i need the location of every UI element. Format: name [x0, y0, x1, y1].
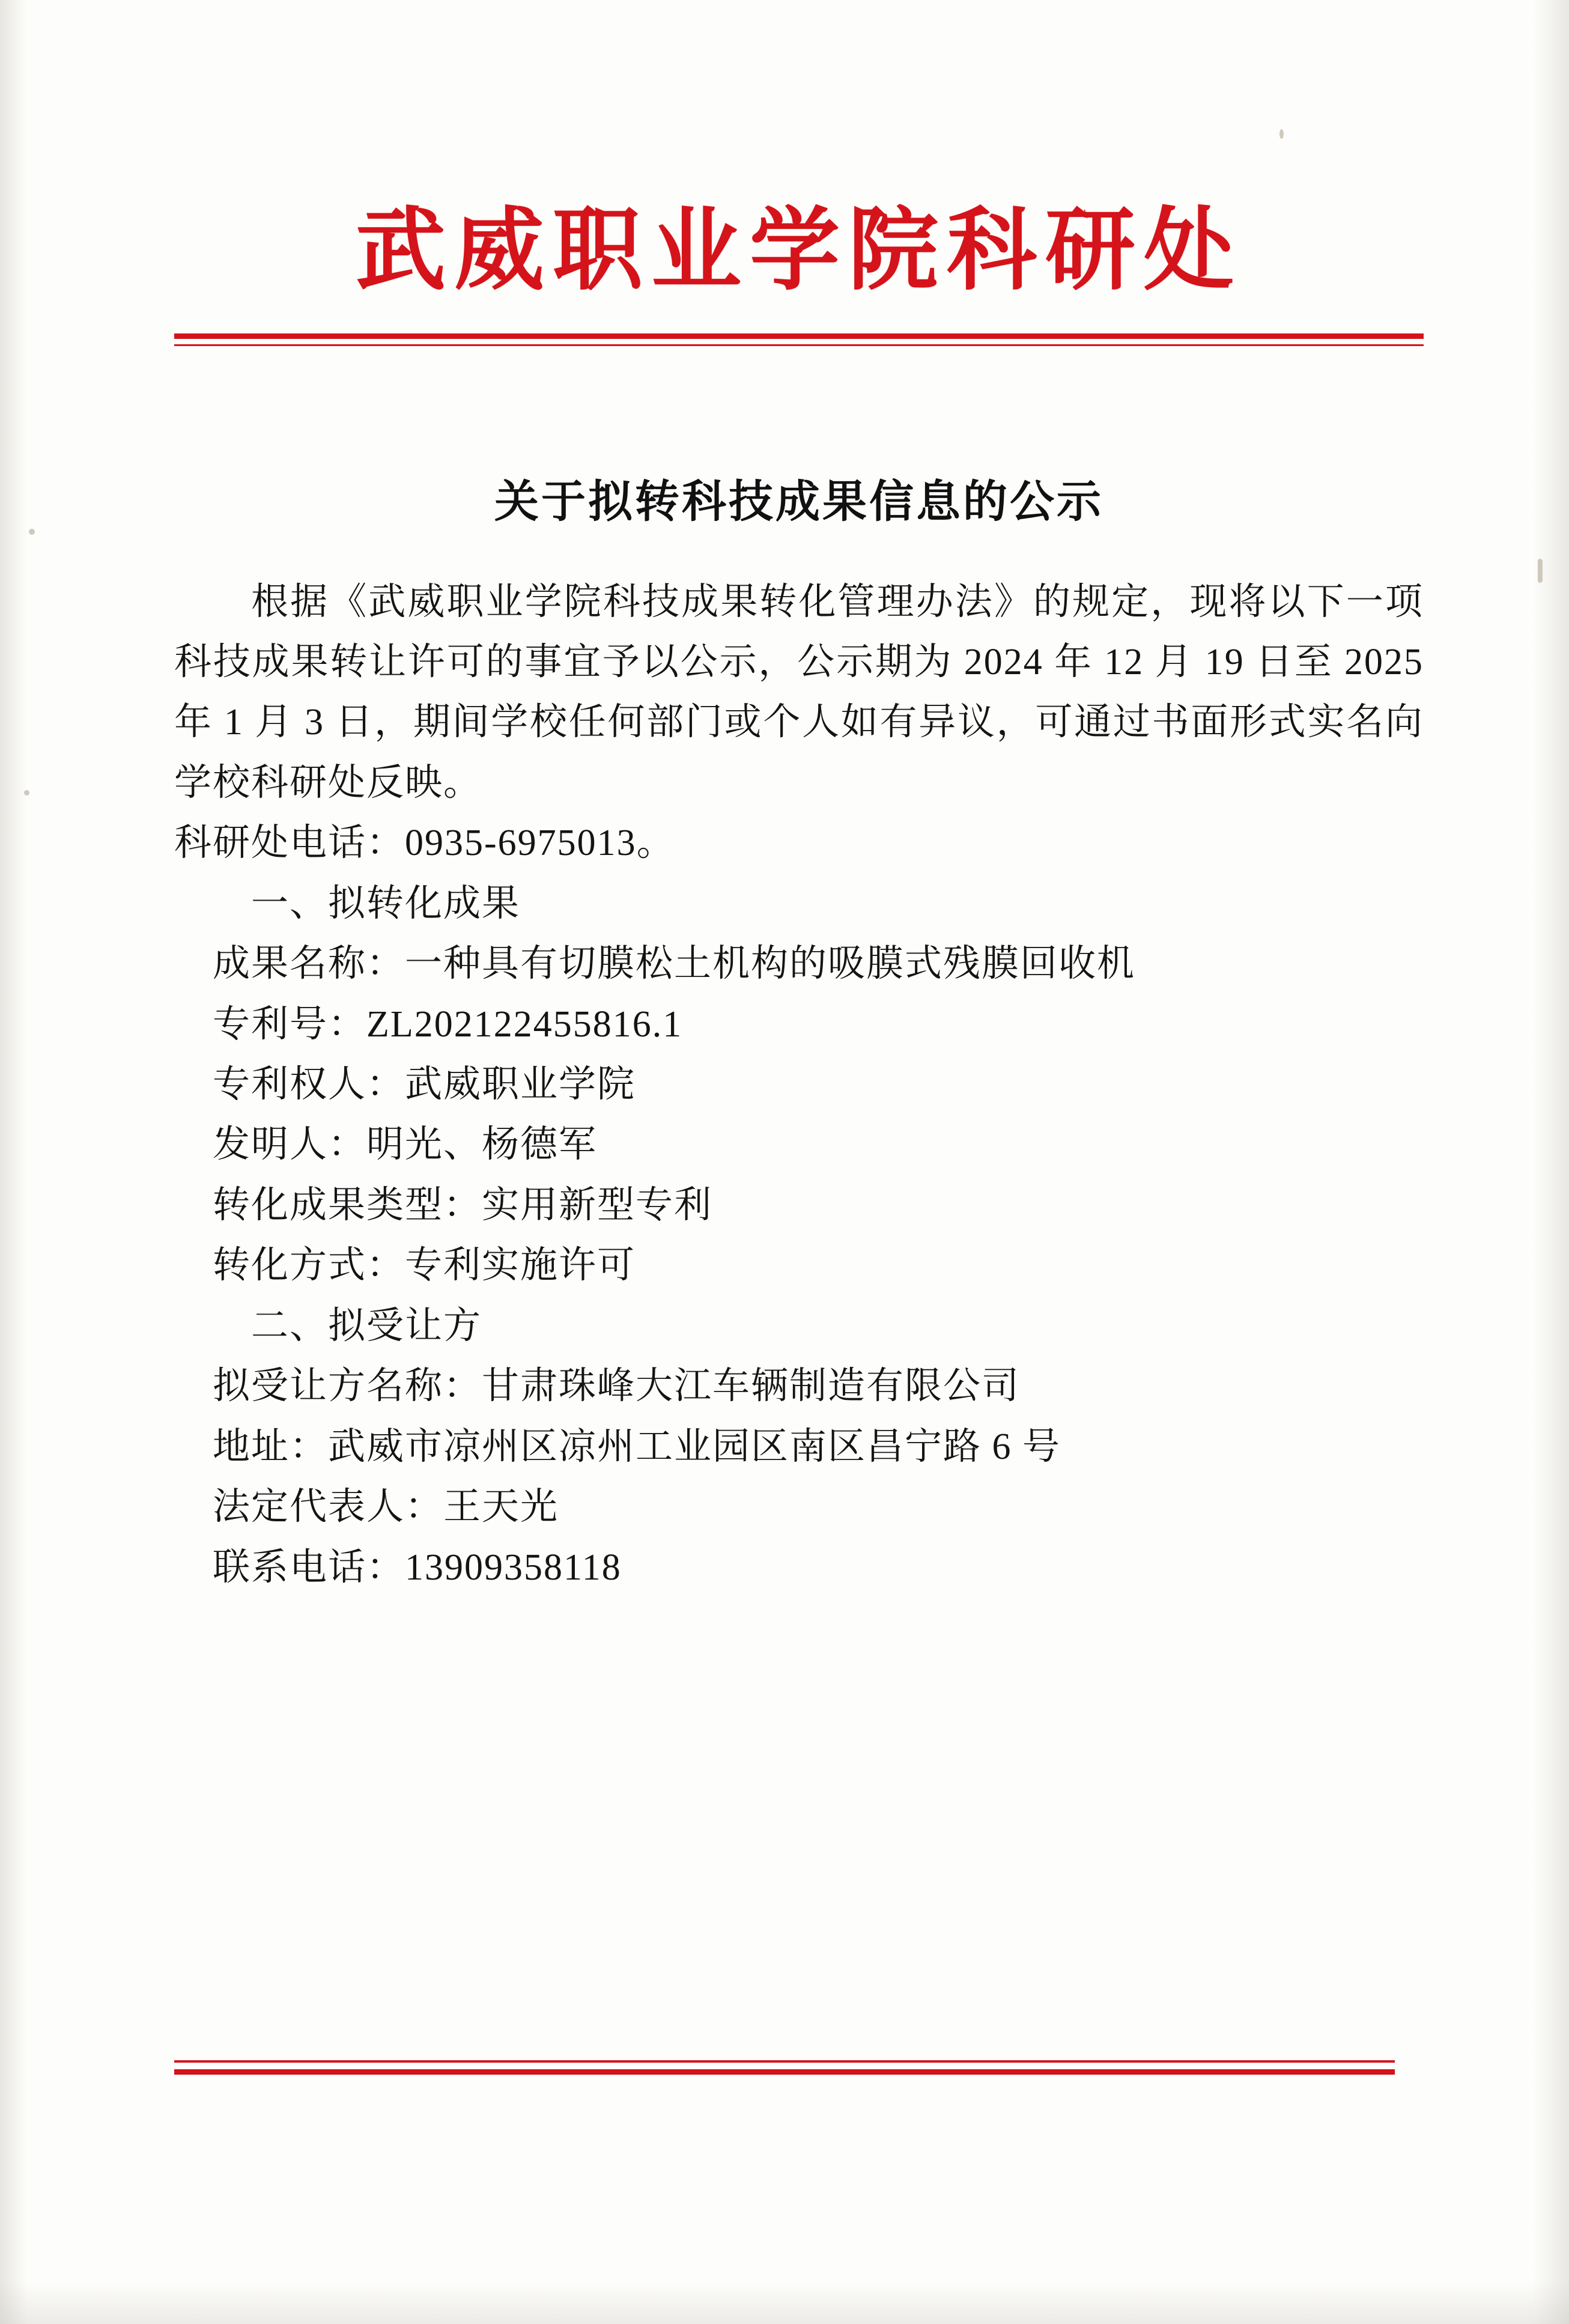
- document-content: [174, 198, 1424, 1598]
- scan-speck: [1279, 129, 1284, 139]
- field-label: 专利号：: [213, 1003, 367, 1045]
- field-label: 转化方式：: [213, 1245, 405, 1286]
- scan-shadow-bottom: [0, 2282, 1569, 2324]
- page-title: 关于拟转科技成果信息的公示: [494, 475, 1103, 528]
- field-label: 转化成果类型：: [213, 1184, 482, 1226]
- footer-rule-thin: [174, 2060, 1395, 2063]
- field-value: 一种具有切膜松土机构的吸膜式残膜回收机: [405, 943, 1136, 985]
- field-value: 武威职业学院: [405, 1064, 636, 1105]
- scan-shadow-left: [0, 0, 28, 2324]
- scan-speck: [29, 529, 35, 535]
- field-row: [174, 994, 1424, 1054]
- footer-rules: [174, 2060, 1395, 2075]
- letterhead-rule-thick: [174, 333, 1424, 339]
- field-label: 发明人：: [213, 1124, 367, 1166]
- contact-line: 科研处电话：0935-6975013。: [174, 823, 675, 864]
- field-label: 专利权人：: [213, 1064, 405, 1105]
- field-row: [174, 1115, 1424, 1175]
- letterhead-rule-thin: [174, 344, 1424, 346]
- intro-paragraph: 根据《武威职业学院科技成果转化管理办法》的规定，现将以下一项科技成果转让许可的事宜予以公示，公示期为 2024 年 12 月 19 日至 2025 年 1 月 3 日，期间学校任何部门或个人如有异议，可通过书面形式实名向学校科研处反映。: [174, 581, 1424, 803]
- scan-shadow-right: [1533, 0, 1569, 2324]
- field-value: 甘肃珠峰大江车辆制造有限公司: [482, 1366, 1021, 1407]
- field-row: [174, 934, 1424, 994]
- field-row: [174, 1417, 1424, 1477]
- letterhead-organization: 武威职业学院科研处: [355, 197, 1242, 303]
- letterhead: [174, 198, 1424, 352]
- field-label: 成果名称：: [213, 943, 405, 985]
- field-row: [174, 1356, 1424, 1416]
- field-value: 明光、杨德军: [366, 1124, 598, 1166]
- field-label: 联系电话：: [213, 1547, 405, 1588]
- field-row: [174, 1054, 1424, 1115]
- field-row: [174, 1175, 1424, 1235]
- field-value: 实用新型专利: [482, 1184, 713, 1226]
- scan-speck: [24, 790, 29, 795]
- field-label: 拟受让方名称：: [213, 1366, 482, 1407]
- field-row: [174, 1477, 1424, 1537]
- footer-rule-thick: [174, 2069, 1395, 2075]
- field-label: 地址：: [213, 1426, 329, 1467]
- scan-speck: [1538, 559, 1543, 583]
- field-value: 13909358118: [405, 1547, 622, 1588]
- section-heading-2: 二、拟受让方: [251, 1305, 482, 1346]
- field-value: 王天光: [443, 1486, 559, 1528]
- field-row: [174, 1538, 1424, 1598]
- field-label: 法定代表人：: [213, 1486, 444, 1528]
- field-row: [174, 1235, 1424, 1295]
- field-value: ZL202122455816.1: [366, 1003, 683, 1045]
- field-value: 武威市凉州区凉州工业园区南区昌宁路 6 号: [328, 1426, 1061, 1467]
- field-value: 专利实施许可: [405, 1245, 636, 1286]
- section-heading-1: 一、拟转化成果: [251, 883, 521, 924]
